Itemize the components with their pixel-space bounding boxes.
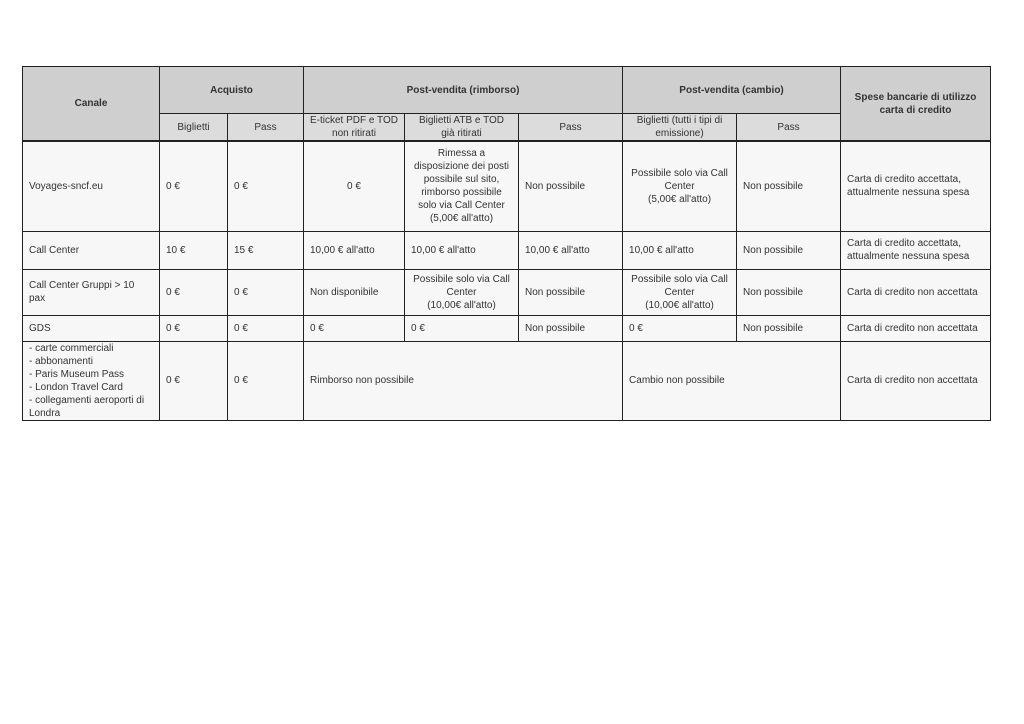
fees-table — [22, 66, 991, 421]
header-spese: Spese bancarie di utilizzo carta di credito — [841, 67, 991, 142]
cell-spese: Carta di credito non accettata — [841, 269, 991, 315]
table-row — [23, 341, 991, 420]
cell-pass-rimborso: Non possibile — [519, 315, 623, 341]
cell-pass-rimborso: 10,00 € all'atto — [519, 231, 623, 269]
cell-eticket: 10,00 € all'atto — [304, 231, 405, 269]
cell-spese: Carta di credito non accettata — [841, 341, 991, 420]
cell-eticket: 0 € — [304, 315, 405, 341]
cell-cambio-pass: Non possibile — [737, 269, 841, 315]
cell-canale: - carte commerciali - abbonamenti - Paris Museum Pass - London Travel Card - collegamenti aeroporti di Londra — [23, 341, 160, 420]
header-acquisto: Acquisto — [160, 67, 304, 114]
table-row — [23, 141, 991, 231]
cell-pass-rimborso: Non possibile — [519, 141, 623, 231]
cell-cambio-pass: Non possibile — [737, 231, 841, 269]
subheader-pass-cambio: Pass — [737, 114, 841, 142]
cell-biglietti: 0 € — [160, 341, 228, 420]
cell-cambio-biglietti: Possibile solo via Call Center (10,00€ all'atto) — [623, 269, 737, 315]
subheader-eticket: E-ticket PDF e TOD non ritirati — [304, 114, 405, 142]
cell-eticket: 0 € — [304, 141, 405, 231]
cell-canale: Call Center Gruppi > 10 pax — [23, 269, 160, 315]
cell-biglietti: 0 € — [160, 269, 228, 315]
table-row — [23, 269, 991, 315]
header-rimborso: Post-vendita (rimborso) — [304, 67, 623, 114]
subheader-pass-acquisto: Pass — [228, 114, 304, 142]
cell-rimborso-merged: Rimborso non possibile — [304, 341, 623, 420]
cell-cambio-biglietti: 10,00 € all'atto — [623, 231, 737, 269]
cell-canale: Call Center — [23, 231, 160, 269]
table-header — [23, 67, 991, 142]
header-cambio: Post-vendita (cambio) — [623, 67, 841, 114]
subheader-biglietti-tutti: Biglietti (tutti i tipi di emissione) — [623, 114, 737, 142]
cell-atb: Rimessa a disposizione dei posti possibile sul sito, rimborso possibile solo via Call Center (5,00€ all'atto) — [405, 141, 519, 231]
cell-pass: 0 € — [228, 141, 304, 231]
cell-biglietti: 0 € — [160, 315, 228, 341]
cell-spese: Carta di credito non accettata — [841, 315, 991, 341]
cell-eticket: Non disponibile — [304, 269, 405, 315]
table-row — [23, 231, 991, 269]
cell-pass: 0 € — [228, 315, 304, 341]
cell-pass: 0 € — [228, 269, 304, 315]
cell-biglietti: 0 € — [160, 141, 228, 231]
cell-spese: Carta di credito accettata, attualmente nessuna spesa — [841, 141, 991, 231]
cell-atb: 10,00 € all'atto — [405, 231, 519, 269]
cell-cambio-merged: Cambio non possibile — [623, 341, 841, 420]
cell-pass-rimborso: Non possibile — [519, 269, 623, 315]
cell-cambio-pass: Non possibile — [737, 141, 841, 231]
cell-cambio-biglietti: Possibile solo via Call Center (5,00€ all'atto) — [623, 141, 737, 231]
cell-canale: Voyages-sncf.eu — [23, 141, 160, 231]
cell-pass: 0 € — [228, 341, 304, 420]
cell-pass: 15 € — [228, 231, 304, 269]
subheader-pass-rimborso: Pass — [519, 114, 623, 142]
subheader-biglietti: Biglietti — [160, 114, 228, 142]
header-canale: Canale — [23, 67, 160, 142]
cell-spese: Carta di credito accettata, attualmente nessuna spesa — [841, 231, 991, 269]
cell-cambio-pass: Non possibile — [737, 315, 841, 341]
cell-biglietti: 10 € — [160, 231, 228, 269]
cell-cambio-biglietti: 0 € — [623, 315, 737, 341]
cell-atb: 0 € — [405, 315, 519, 341]
cell-canale: GDS — [23, 315, 160, 341]
table-row — [23, 315, 991, 341]
cell-atb: Possibile solo via Call Center (10,00€ all'atto) — [405, 269, 519, 315]
subheader-atb: Biglietti ATB e TOD già ritirati — [405, 114, 519, 142]
